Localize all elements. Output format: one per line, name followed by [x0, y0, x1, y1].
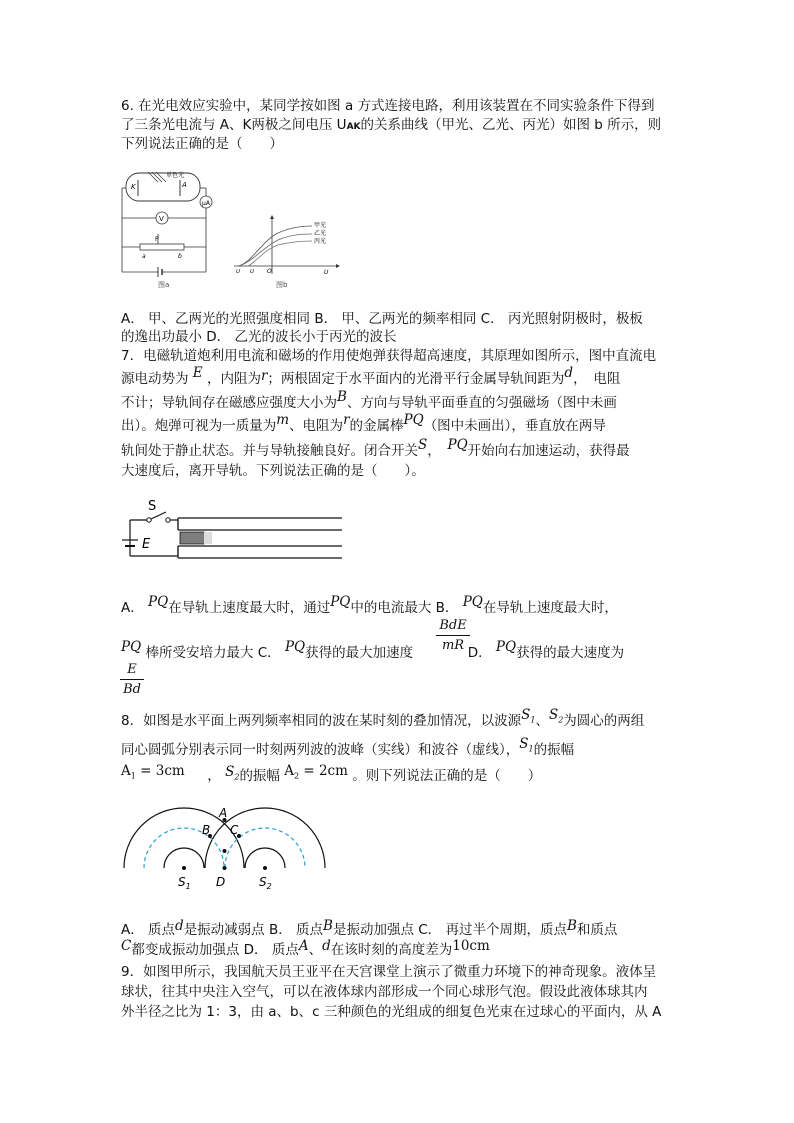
uak-axis-label: U [324, 269, 329, 276]
point-a-sym: A [298, 938, 309, 954]
voltmeter-label: V [159, 215, 164, 223]
pq-symbol-2: PQ [447, 437, 468, 453]
q7-l4-b: 、电阻为 [289, 418, 344, 434]
point-d-sym: d [175, 918, 184, 934]
q8-o1-c: 是振动加强点 C． 再过半个周期，质点 [332, 922, 567, 938]
q7-oa-3: 中的电流最大 B． [350, 600, 459, 616]
q7-l4-c: 的金属棒 [349, 418, 404, 434]
k-label: K [131, 183, 136, 191]
q8-o1-b: 是振动减弱点 B． 质点 [183, 922, 324, 938]
q7-l3-b: 、方向与导轨平面垂直的匀强磁场（图中未画 [346, 395, 617, 411]
frac-c-denominator: mR [441, 638, 465, 653]
b-symbol: B [337, 389, 347, 405]
a1-value: = 3cm [135, 763, 185, 779]
a-label: A [182, 181, 187, 189]
s1-symbol-2: $S_1$ [519, 736, 534, 754]
source-s1-label: $S_1$ [178, 875, 191, 891]
pq-symbol: PQ [403, 412, 424, 428]
q8-interference-figure [118, 806, 338, 898]
point-b-sym: B [323, 918, 333, 934]
q6-figure-a-caption: 图a [158, 281, 170, 289]
q8-o2-c: 在该时刻的高度差为 [330, 942, 453, 958]
point-b-label: B [202, 823, 211, 837]
switch-s-label: S [148, 499, 157, 514]
q9-line-1: 9．如图甲所示，我国航天员王亚平在天宫课堂上演示了微重力环境下的神奇现象。液体呈 [121, 964, 657, 980]
frac-d-denominator: Bd [123, 682, 141, 697]
q7-line-3 [121, 389, 617, 413]
q8-o2-b: 、 [308, 942, 323, 958]
q7-l3-a: 不计；导轨间存在磁感应强度大小为 [121, 395, 337, 411]
q7-l2-a: 源电动势为 [121, 371, 189, 387]
q8-l2-b: 的振幅 [533, 742, 575, 758]
s1-letter-2: S [519, 736, 529, 752]
q7-l2-e: ， 电阻 [573, 371, 621, 387]
frac-c-numerator: BdE [439, 618, 467, 633]
point-c-label: C [230, 823, 239, 837]
q8-l3-c: 。则下列说法正确的是（ ） [352, 768, 542, 784]
q7-od-2: 获得的最大速度为 [516, 645, 625, 661]
s2-letter-2: S [225, 764, 235, 780]
q7-l4-a: 出）。炮弹可视为一质量为 [121, 418, 277, 434]
s2-symbol: $S_2$ [548, 707, 564, 725]
u-c1-label: U [250, 269, 255, 275]
q7-option-line-1 [121, 594, 618, 618]
point-d-label: D [216, 875, 226, 889]
point-b-sym-2: B [566, 918, 577, 934]
q8-o1-e: 和质点 [576, 922, 618, 938]
point-a-label: A [219, 806, 228, 820]
height-diff-value: 10cm [452, 938, 490, 954]
s2-letter: S [548, 707, 559, 723]
b-end-label: b [178, 253, 182, 260]
frac-d-numerator: E [127, 662, 137, 677]
q7-l4-d: （图中未画出），垂直放在两导 [423, 418, 606, 434]
q7-line-1: 7．电磁轨道炮利用电流和磁场的作用使炮弹获得超高速度，其原理如图所示，图中直流电 [121, 348, 657, 364]
q7-oc-2: 获得的最大加速度 [305, 645, 414, 661]
q7-line-4 [121, 412, 606, 436]
s1-letter: S [521, 707, 531, 723]
q6-line-3: 下列说法正确的是（ ） [121, 136, 283, 152]
q7-line-2 [121, 365, 621, 389]
q8-l1-b: 、 [535, 713, 549, 729]
bing-light-label: 丙光 [314, 238, 327, 245]
q6-figure-a-circuit [118, 168, 218, 278]
r-symbol: r [260, 368, 268, 384]
q8-l3-b: 的振幅 [239, 768, 280, 784]
q9-line-3: 外半径之比为 1：3，由 a、b、c 三种颜色的光组成的细复色光束在过球心的平面内，从 A [121, 1004, 662, 1020]
q6-line-2-a: 了三条光电流与 A、K两极之间电压 U [121, 117, 347, 133]
battery-e-label: E [142, 537, 151, 552]
a1-expression: $A_1 = 3cm$ [121, 763, 185, 781]
fraction-max-velocity [120, 662, 144, 697]
q6-options-line-2: 的逸出功最小 D． 乙光的波长小于丙光的波长 [121, 329, 397, 345]
q8-option-line-2 [121, 940, 490, 960]
q8-l1-a: 8．如图是水平面上两列频率相同的波在某时刻的叠加情况，以波源 [121, 713, 522, 729]
pq-opt-b-2: PQ [121, 639, 142, 655]
q7-oc-3: D． [467, 645, 492, 661]
a2-value: = 2cm [299, 763, 348, 779]
a1-letter: A [121, 763, 131, 779]
a2-letter: A [284, 763, 294, 779]
yi-light-label: 乙光 [314, 230, 327, 237]
q8-l2-a: 同心圆弧分别表示同一时刻两列波的波峰（实线）和波谷（虚线）， [121, 742, 520, 758]
source-s2-label: $S_2$ [259, 875, 272, 891]
q7-l5-c: 开始向右加速运动，获得最 [467, 443, 630, 459]
s1-symbol: $S_1$ [521, 707, 536, 725]
frac-c-bar [436, 635, 470, 636]
q8-l1-c: 为圆心的两组 [563, 713, 645, 729]
u-c2-label: U [236, 269, 241, 275]
r-symbol-2: r [343, 412, 350, 428]
microammeter-label: μA [202, 200, 210, 207]
q7-ob-2: 棒所受安培力最大 C． [145, 645, 281, 661]
emf-symbol: E [192, 365, 203, 381]
q8-l3-a: ， [207, 768, 221, 784]
jia-light-label: 甲光 [314, 222, 327, 229]
pq-opt-b: PQ [462, 594, 483, 610]
q6-figure-b-curves [230, 214, 342, 276]
q8-o2-a: 都变成振动加强点 D． 质点 [131, 942, 299, 958]
q9-line-2: 球状，往其中央注入空气，可以在液体球内部形成一个同心球形气泡。假设此液体球其内 [121, 984, 648, 1000]
q7-l2-c: ；两根固定于水平面内的光滑平行金属导轨间距为 [267, 371, 565, 387]
q7-option-line-2 [121, 639, 625, 663]
pq-opt-c: PQ [284, 639, 306, 655]
q6-figure-b-caption: 图b [276, 281, 288, 289]
q7-oa-4: 在导轨上速度最大时， [482, 600, 618, 616]
pq-opt-d: PQ [495, 639, 517, 655]
source-s1-letter: S [178, 875, 186, 889]
pq-opt-a: PQ [148, 594, 169, 610]
q7-oa-1: A． [121, 600, 144, 616]
q6-line-1: 6. 在光电效应实验中，某同学按如图 a 方式连接电路，利用该装置在不同实验条件下得到 [121, 98, 655, 114]
q8-line-3 [121, 763, 542, 792]
a-end-label: a [142, 253, 146, 260]
point-c-sym: C [121, 938, 132, 954]
origin-label: O [267, 268, 272, 275]
q8-o1-a: A． 质点 [121, 922, 176, 938]
a2-expression: $A_2 = 2cm$ [284, 763, 348, 781]
point-d-sym-2: d [322, 938, 331, 954]
pq-opt-a-2: PQ [330, 594, 351, 610]
q7-line-6: 大速度后，离开导轨。下列说法正确的是（ ）。 [121, 463, 425, 479]
q6-options-line-1: A． 甲、乙两光的光照强度相同 B． 甲、乙两光的频率相同 C． 丙光照射阴极时，极板 [121, 311, 643, 327]
q6-line-2-b: 的关系曲线（甲光、乙光、丙光）如图 b 所示，则 [360, 117, 662, 133]
q7-l5-a: 轨间处于静止状态。并与导轨接触良好。闭合开关 [121, 443, 418, 459]
q7-l5-b: ， [427, 443, 434, 459]
fraction-max-acceleration [436, 618, 470, 653]
light-label: 单色光 [166, 172, 185, 179]
q8-line-2 [121, 736, 575, 766]
q7-l2-b: ，内阻为 [206, 371, 261, 387]
d-symbol: d [564, 365, 574, 381]
q8-option-line-1 [121, 920, 617, 940]
q7-railgun-figure [118, 496, 348, 568]
q7-line-5 [121, 437, 630, 461]
s2-symbol-2: $S_2$ [225, 764, 240, 782]
q6-uak-sub: AK [346, 122, 361, 132]
q8-line-1 [121, 707, 645, 737]
frac-d-bar [120, 679, 144, 680]
q7-oa-2: 在导轨上速度最大时，通过 [168, 600, 331, 616]
source-s2-letter: S [259, 875, 267, 889]
p-label: P [155, 236, 159, 243]
m-symbol: m [276, 412, 290, 428]
s-symbol: S [418, 437, 428, 453]
